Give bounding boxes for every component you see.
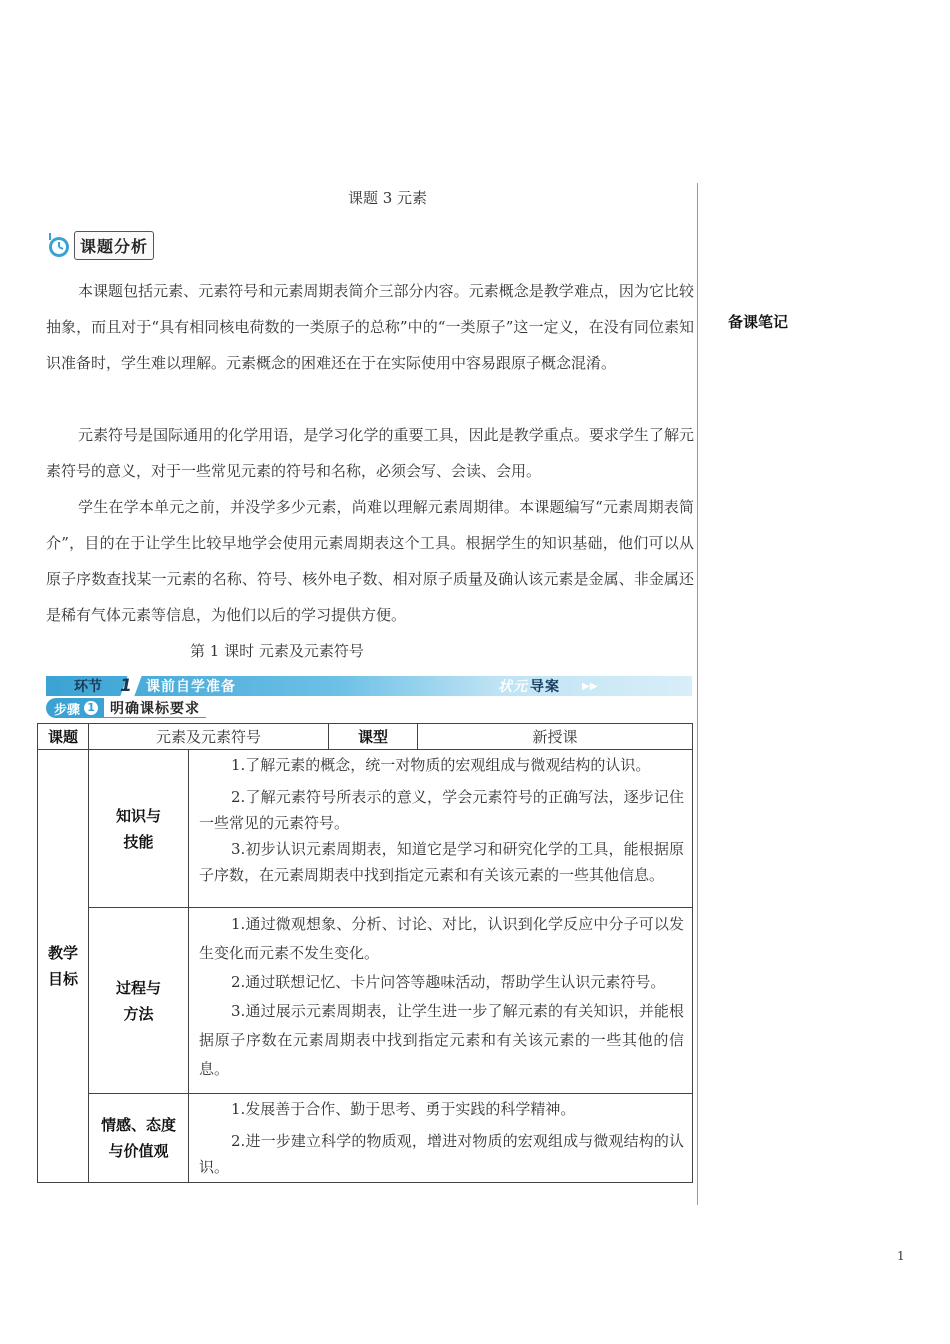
page-number: 1 (897, 1249, 905, 1263)
double-arrow-icon: ▶▶ (582, 680, 598, 692)
category-name-line: 过程与 (115, 978, 161, 997)
table-row (38, 750, 693, 908)
topic-value: 元素及元素符号 (89, 724, 329, 750)
table-row (38, 908, 693, 1094)
banner-huanjie: 环节 (74, 679, 102, 695)
page-title: 课题 3 元素 (347, 189, 428, 207)
analysis-paragraph: 学生在学本单元之前，并没学多少元素，尚难以理解元素周期律。本课题编写“元素周期表简介”，目的在于让学生比较早地学会使用元素周期表这个工具。根据学生的知识基础，他们可以从原子序数查找某一元素的名称、符号、核外电子数、相对原子质量及确认该元素是金属、非金属还是稀有气体元素等信息，为他们以后的学习提供方便。 (46, 498, 694, 624)
step-text: 明确课标要求 (104, 698, 206, 718)
lesson-title: 第 1 课时 元素及元素符号 (190, 642, 364, 660)
banner-brand-bold: 导案 (530, 679, 560, 695)
prep-notes-label: 备课笔记 (728, 313, 789, 331)
category-attitude (89, 1094, 189, 1183)
category-items (189, 908, 693, 1094)
step-pill (46, 698, 104, 718)
category-knowledge (89, 750, 189, 908)
category-name-line: 方法 (123, 1004, 154, 1023)
category-items (189, 1094, 693, 1183)
analysis-paragraph: 元素符号是国际通用的化学用语，是学习化学的重要工具，因此是教学重点。要求学生了解元素符号的意义，对于一些常见元素的符号和名称，必须会写、会读、会用。 (46, 426, 694, 480)
banner-brand-name: 状元 (498, 679, 528, 695)
step-heading (46, 698, 206, 718)
type-label: 课型 (329, 724, 418, 750)
step-label: 步骤 (54, 702, 81, 718)
clock-icon (44, 231, 72, 259)
banner-brand (498, 676, 560, 696)
category-process (89, 908, 189, 1094)
category-name-line: 情感、态度 (100, 1116, 176, 1134)
section-badge-label: 课题分析 (74, 231, 154, 260)
banner-number: 1 (120, 676, 132, 696)
table-header-row (38, 724, 693, 750)
goal-item: 2.通过联想记忆、卡片问答等趣味活动，帮助学生认识元素符号。 (231, 973, 666, 991)
goal-item: 1.发展善于合作、勤于思考、勇于实践的科学精神。 (231, 1100, 576, 1118)
step-number: 1 (84, 701, 98, 715)
category-items (189, 750, 693, 908)
goal-item: 2.进一步建立科学的物质观，增进对物质的宏观组成与微观结构的认识。 (199, 1132, 685, 1176)
goal-item: 3.通过展示元素周期表，让学生进一步了解元素的有关知识，并能根据原子序数在元素周期表中找到指定元素和有关该元素的一些其他的信息。 (199, 1002, 685, 1078)
margin-divider-line (697, 183, 698, 1205)
table-row (38, 1094, 693, 1183)
category-name-line: 知识与 (115, 806, 161, 825)
banner-stage: 课前自学准备 (146, 679, 236, 695)
goal-label-line: 教学 (47, 944, 78, 962)
category-name-line: 与价值观 (108, 1142, 169, 1160)
teaching-goals-table (37, 723, 693, 1183)
section-badge (44, 230, 154, 260)
goal-item: 3.初步认识元素周期表，知道它是学习和研究化学的工具，能根据原子序数，在元素周期表中找到指定元素和有关该元素的一些其他信息。 (199, 840, 685, 884)
category-name-line: 技能 (123, 832, 154, 851)
topic-label: 课题 (38, 724, 89, 750)
analysis-paragraph: 本课题包括元素、元素符号和元素周期表简介三部分内容。元素概念是教学难点，因为它比较抽象，而且对于“具有相同核电荷数的一类原子的总称”中的“一类原子”这一定义，在没有同位素知识准备时，学生难以理解。元素概念的困难还在于在实际使用中容易跟原子概念混淆。 (46, 282, 694, 372)
goal-item: 1.了解元素的概念，统一对物质的宏观组成与微观结构的认识。 (231, 756, 651, 774)
goal-label-line: 目标 (47, 970, 78, 988)
type-value: 新授课 (418, 724, 693, 750)
goal-item: 1.通过微观想象、分析、讨论、对比，认识到化学反应中分子可以发生变化而元素不发生变化。 (199, 915, 685, 962)
goal-label (38, 750, 89, 1183)
goal-item: 2.了解元素符号所表示的意义，学会元素符号的正确写法，逐步记住一些常见的元素符号。 (199, 788, 685, 832)
stage-banner (46, 676, 692, 696)
